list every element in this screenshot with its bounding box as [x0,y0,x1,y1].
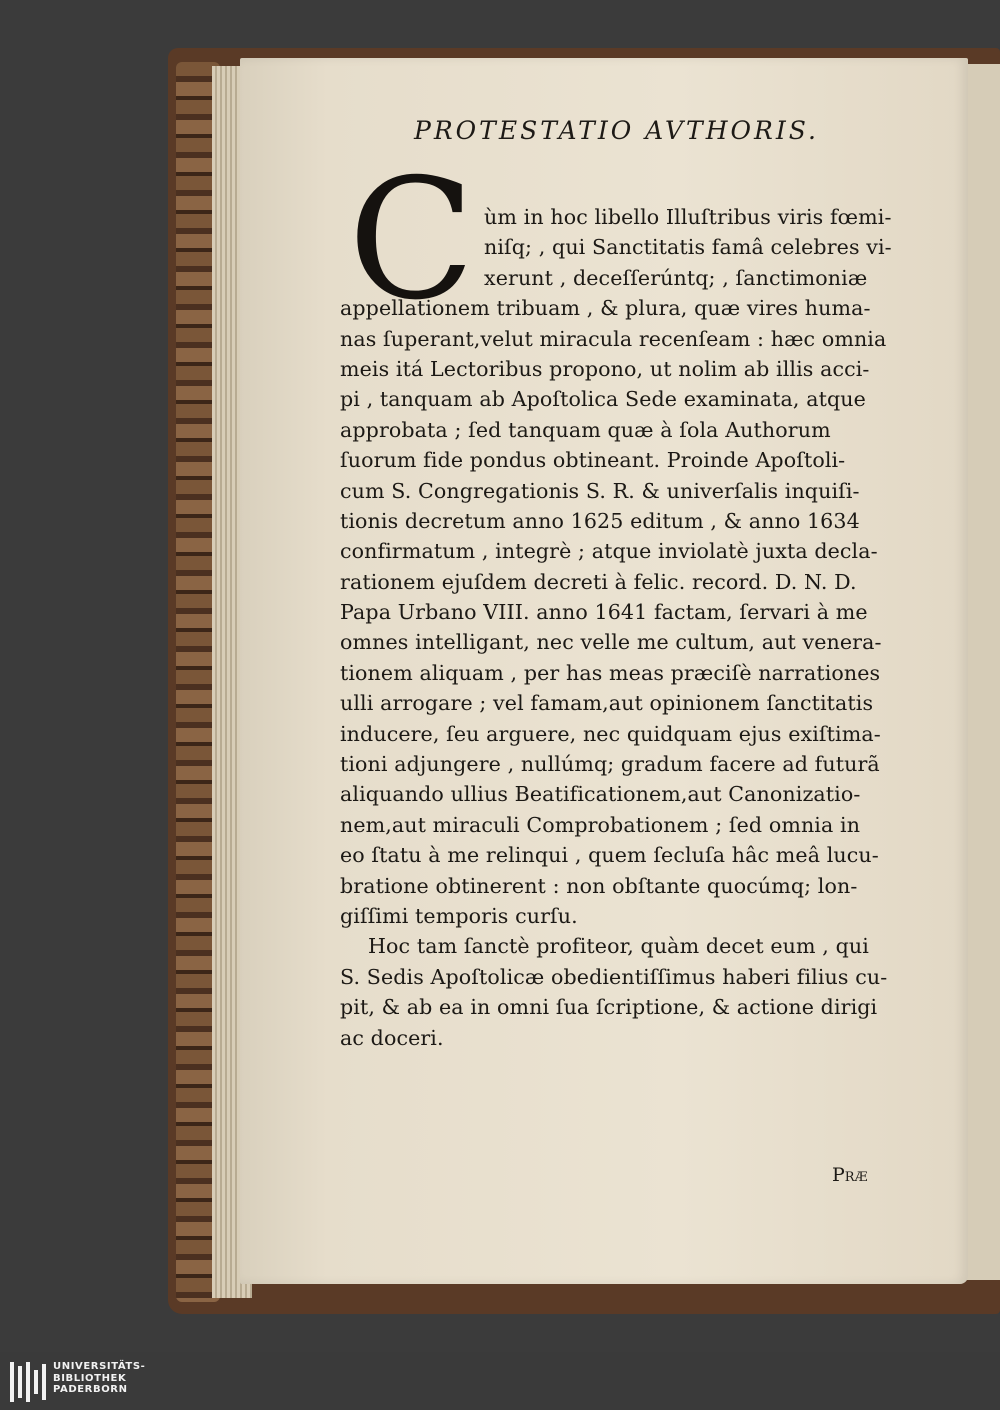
text-line: tioni adjungere , nullúmq; gradum facere ad futurã [340,752,880,777]
library-name-line: UNIVERSITÄTS- [53,1361,146,1372]
text-line: omnes intelligant, nec velle me cultum, aut venera- [340,630,882,655]
footer-bar [0,1352,1000,1410]
text-line: rationem ejuſdem decreti à felic. record. D. N. D. [340,569,857,594]
text-line: aliquando ullius Beatificationem,aut Canonizatio- [340,782,861,807]
text-line: ac doceri. [340,1025,444,1050]
text-line: eo ſtatu à me relinqui , quem ſecluſa hâc meâ lucu- [340,843,879,868]
text-line: S. Sedis Apoſtolicæ obedientiſſimus haberi filius cu- [340,964,888,989]
text-line: ſuorum fide pondus obtineant. Proinde Apoſtoli- [340,448,846,473]
text-line: cum S. Congregationis S. R. & univerſalis inquiſi- [340,478,860,503]
text-line: xerunt , deceſſerúntq; , ſanctimoniæ [484,265,868,290]
text-line: pit, & ab ea in omni ſua ſcriptione, & actione dirigi [340,995,878,1020]
university-library-logo-icon [8,1360,48,1404]
text-line: Hoc tam ſanctè profiteor, quàm decet eum , qui [368,934,869,959]
text-line: nem,aut miraculi Comprobationem ; ſed omnia in [340,812,861,837]
catchword: Præ [832,1164,868,1186]
text-line: tionem aliquam , per has meas præciſè narrationes [340,660,881,685]
text-line: ùm in hoc libello Illuſtribus viris fœmi- [484,205,892,229]
body-text [340,202,940,1053]
text-line: appellationem tribuam , & plura, quæ vires huma- [340,296,871,321]
library-name [53,1361,145,1396]
drop-cap: C [348,144,476,337]
text-line: Papa Urbano VIII. anno 1641 factam, ſervari à me [340,600,868,625]
facing-page-edge [966,64,1000,1280]
running-head: PROTESTATIO AVTHORIS. [414,116,819,145]
text-line: tionis decretum anno 1625 editum , & anno 1634 [340,508,860,533]
text-line: niſq; , qui Sanctitatis famâ celebres vi- [484,235,892,260]
text-line: nas ſuperant,velut miracula recenſeam : hæc omnia [340,326,887,351]
library-name-line: BIBLIOTHEK [53,1372,127,1384]
text-line: pi , tanquam ab Apoſtolica Sede examinata, atque [340,387,866,412]
text-line: confirmatum , integrè ; atque inviolatè juxta decla- [340,539,878,564]
text-line: ulli arrogare ; vel famam,aut opinionem ſanctitatis [340,691,874,716]
text-line: approbata ; ſed tanquam quæ à ſola Authorum [340,417,831,442]
text-line: giſſimi temporis curſu. [340,903,578,928]
text-line: meis itá Lectoribus propono, ut nolim ab illis acci- [340,356,870,381]
text-line: inducere, ſeu arguere, nec quidquam ejus exiſtima- [340,721,881,746]
text-line: bratione obtinerent : non obſtante quocúmq; lon- [340,873,858,898]
library-name-line: PADERBORN [53,1384,128,1395]
